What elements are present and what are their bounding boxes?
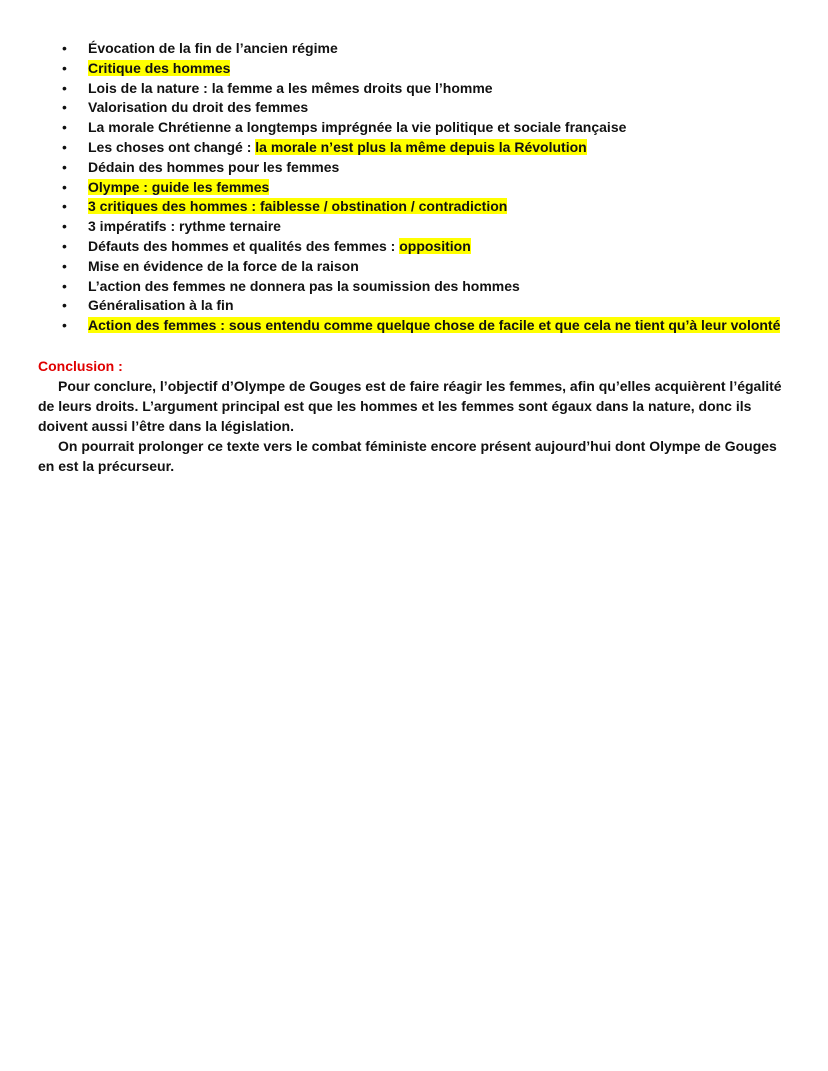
bullet-item — [62, 118, 802, 138]
bullet-icon: • — [62, 317, 67, 334]
bullet-icon: • — [62, 198, 67, 215]
bullet-item — [62, 39, 802, 59]
bullet-icon: • — [62, 237, 67, 254]
conclusion-body — [38, 376, 790, 476]
conclusion-heading: Conclusion : — [38, 358, 123, 374]
bullet-text: Généralisation à la fin — [88, 297, 234, 314]
bullet-item — [62, 138, 802, 158]
bullet-text: Évocation de la fin de l’ancien régime — [88, 40, 338, 56]
bullet-text: Lois de la nature : la femme a les mêmes droits que l’homme — [88, 79, 493, 96]
bullet-item — [62, 59, 802, 79]
bullet-text: 3 impératifs : rythme ternaire — [88, 218, 281, 235]
bullet-icon: • — [62, 158, 67, 175]
bullet-icon: • — [62, 257, 67, 274]
bullet-icon: • — [62, 40, 67, 56]
bullet-item — [62, 79, 802, 99]
bullet-item — [62, 158, 802, 178]
bullet-text: L’action des femmes ne donnera pas la soumission des hommes — [88, 277, 520, 294]
bullet-item — [62, 217, 802, 237]
bullet-item — [62, 257, 802, 277]
conclusion-paragraph-2: On pourrait prolonger ce texte vers le combat féministe encore présent aujourd’hui dont Olympe de Gouges en est la précurseur. — [38, 438, 777, 474]
bullet-icon: • — [62, 178, 67, 195]
bullet-item — [62, 316, 802, 336]
bullet-text: Dédain des hommes pour les femmes — [88, 158, 340, 175]
bullet-icon: • — [62, 218, 67, 235]
bullet-text: Valorisation du droit des femmes — [88, 99, 309, 116]
bullet-icon: • — [62, 277, 67, 294]
bullet-item — [62, 237, 802, 257]
bullet-item — [62, 296, 802, 316]
bullet-icon: • — [62, 138, 67, 155]
highlighted-text: la morale n’est plus la même depuis la Révolution — [255, 138, 587, 155]
bullet-text: Défauts des hommes et qualités des femmes : — [88, 237, 400, 254]
bullet-item — [62, 277, 802, 297]
highlighted-text: opposition — [399, 237, 471, 254]
bullet-text: La morale Chrétienne a longtemps imprégnée la vie politique et sociale française — [88, 119, 627, 136]
bullet-icon: • — [62, 59, 67, 76]
highlighted-text: Action des femmes : sous entendu comme quelque chose de facile et que cela ne tient qu’à leur volonté — [88, 317, 781, 334]
highlighted-text: Olympe : guide les femmes — [88, 178, 270, 195]
conclusion-paragraph-1: Pour conclure, l’objectif d’Olympe de Gouges est de faire réagir les femmes, afin qu’elles acquièrent l’égalité de leurs droits. L’argument principal est que les hommes et les femmes sont égaux dans la nature, donc ils doivent aussi l’être dans la législation. — [38, 378, 782, 434]
bullet-item — [62, 197, 802, 217]
highlighted-text: Critique des hommes — [88, 59, 231, 76]
bullet-icon: • — [62, 99, 67, 116]
highlighted-text: 3 critiques des hommes : faiblesse / obstination / contradiction — [88, 198, 508, 215]
bullet-item — [62, 98, 802, 118]
bullet-text: Les choses ont changé : — [88, 138, 256, 155]
bullet-item — [62, 178, 802, 198]
bullet-text: Mise en évidence de la force de la raison — [88, 257, 359, 274]
bullet-icon: • — [62, 79, 67, 96]
bullet-icon: • — [62, 119, 67, 136]
bullet-list — [62, 39, 802, 336]
bullet-icon: • — [62, 297, 67, 314]
